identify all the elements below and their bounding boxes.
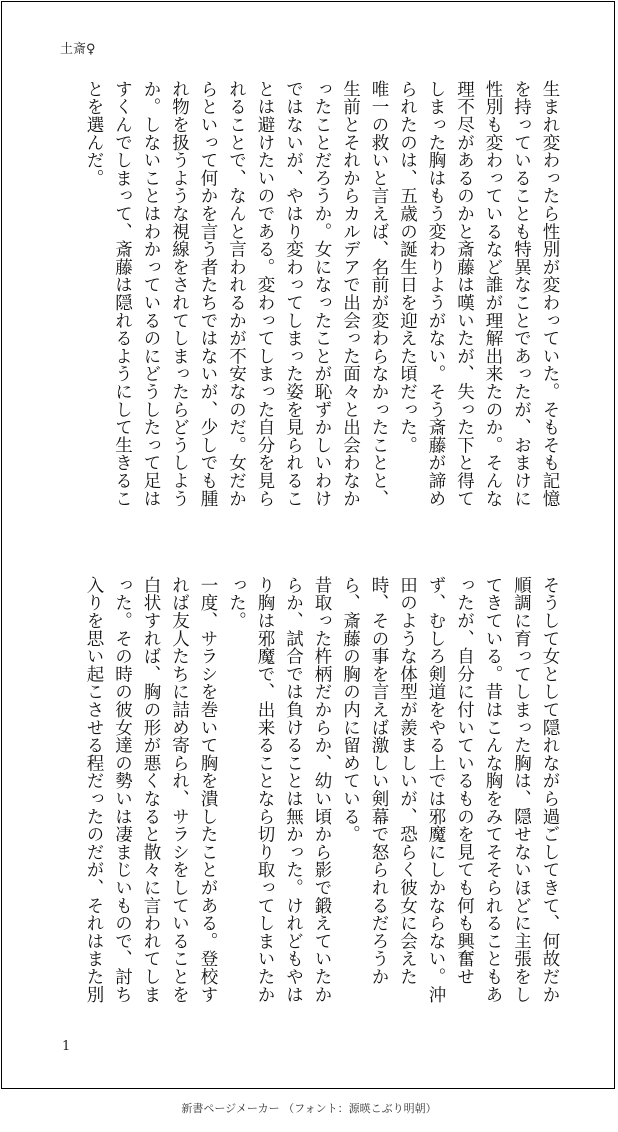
footer-credit: 新書ページメーカー （フォント：源暎こぶり明朝） (181, 1102, 437, 1115)
header-title: 土斎♀ (60, 42, 96, 57)
page-number: 1 (62, 1039, 71, 1054)
page-frame (1, 1, 615, 1089)
body-text-top: 生まれ変わったら性別が変わっていた。そもそも記憶を持っていることも特異なことであったが、おまけに性別も変わっているなど誰が理解出来たのか。そんな理不尽があるのかと斎藤は嘆いたが、失った下と得てしまった胸はもう変わりようがない。そう斎藤が諦められたのは、五歳の誕生日を迎えた頃だった。 唯一の救いと言えば、名前が変わらなかったことと、生前とそれからカルデアで出会った面々と出会わなかったことだろうか。女になったことが恥ずかしいわけではないが、やはり変わってしまった姿を見られることは避けたいのである。変わってしまった自分を見られることで、なんと言われるかが不安なのだ。女だからといって何かを言う者たちではないが、少しでも腫れ物を扱うような視線をされてしまったらどうしようか。しないことはわかっているのにどうしたって足はすくんでしまって、斎藤は隠れるようにして生きることを選んだ。 (84, 80, 560, 508)
body-text-bottom: そうして女として隠れながら過ごしてきて、何故だか順調に育ってしまった胸は、隠せないほどに主張をしてきている。昔はこんな胸をみてそそられることもあったが、自分に付いているものを見ても何も興奮せず、むしろ剣道をやる上では邪魔にしかならない。沖田のような体型が羨ましいが、恐らく彼女に会えた時、その事を言えば激しい剣幕で怒られるだろうから、斎藤の胸の内に留めている。 昔取った杵柄だからか、幼い頃から影で鍛えていたからか、試合では負けることは無かった。けれどもやはり胸は邪魔で、出来ることなら切り取ってしまいたかった。 一度、サラシを巻いて胸を潰したことがある。登校すれば友人たちに詰め寄られ、サラシをしていることを白状すれば、胸の形が悪くなると散々に言われてしまった。その時の彼女達の勢いは凄まじいもので、討ち入りを思い起こさせる程だったのだが、それはまた別 (84, 576, 560, 1004)
